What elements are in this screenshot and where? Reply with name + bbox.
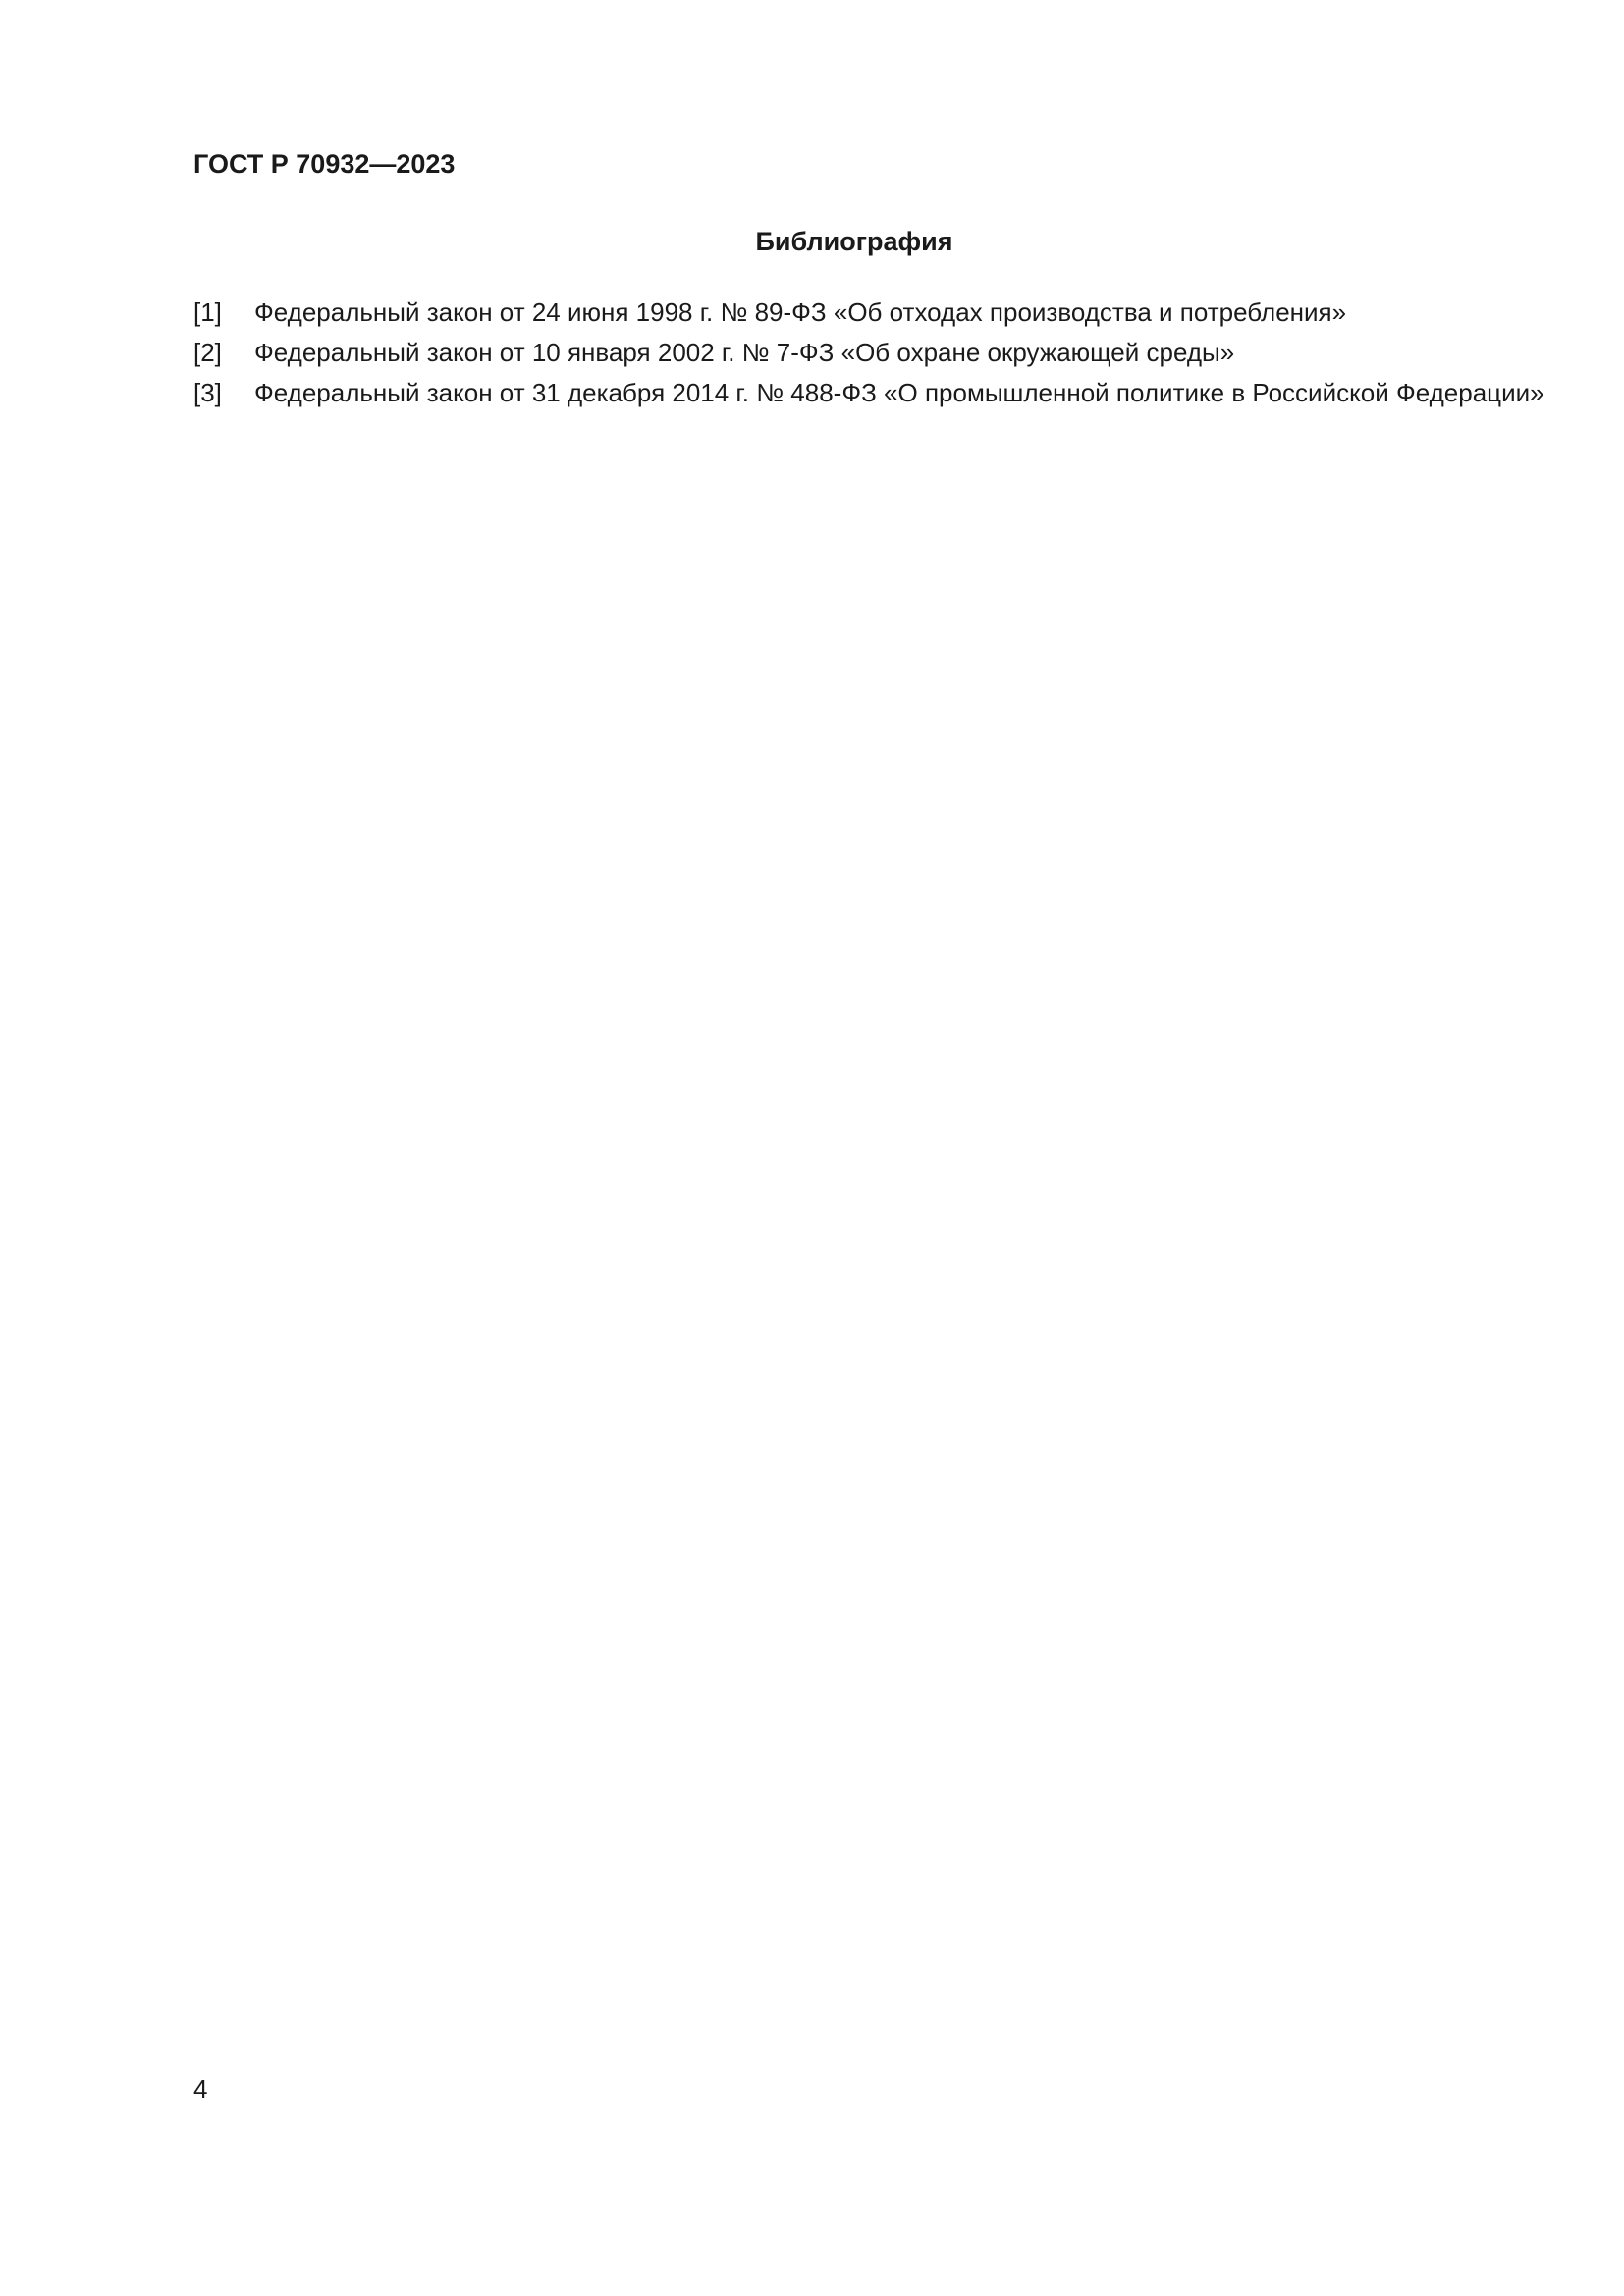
page-number: 4: [193, 2074, 208, 2104]
bibliography-list: [193, 294, 1544, 415]
document-code: ГОСТ Р 70932—2023: [193, 149, 456, 179]
bibliography-item-text: Федеральный закон от 24 июня 1998 г. № 89-ФЗ «Об отходах производства и потребления»: [254, 297, 1347, 327]
bibliography-item-number: [2]: [193, 338, 222, 367]
bibliography-item: [193, 335, 1544, 375]
bibliography-item-text: Федеральный закон от 10 января 2002 г. № 7-ФЗ «Об охране окружающей среды»: [254, 338, 1235, 367]
bibliography-item: [193, 375, 1544, 415]
bibliography-item-text: Федеральный закон от 31 декабря 2014 г. № 488-ФЗ «О промышленной политике в Российской Федерации»: [254, 378, 1544, 407]
section-title: Библиография: [755, 227, 953, 256]
bibliography-item: [193, 294, 1544, 335]
bibliography-item-number: [1]: [193, 297, 222, 327]
bibliography-item-number: [3]: [193, 378, 222, 407]
